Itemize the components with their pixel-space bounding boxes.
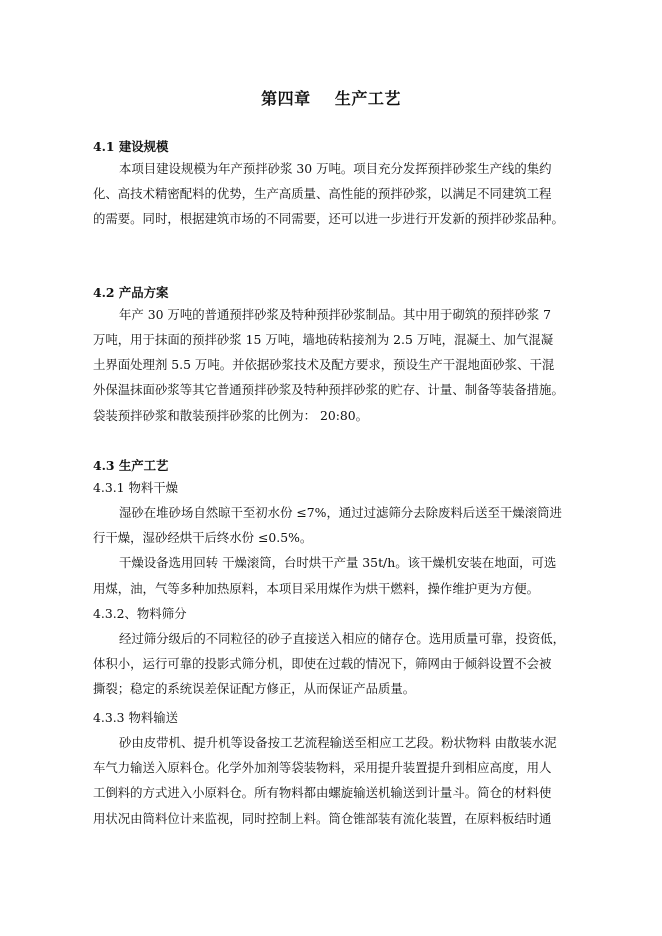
subsection-4-3-3-line-2: 车气力输送入原料仓。化学外加剂等袋装物料，采用提升装置提升到相应高度，用人 [93, 760, 552, 775]
section-4-2-line-5: 袋装预拌砂浆和散装预拌砂浆的比例为： 20:80。 [93, 408, 369, 423]
section-4-2-line-4: 外保温抹面砂浆等其它普通预拌砂浆及特种预拌砂浆的贮存、计量、制备等装备措施。 [93, 382, 564, 397]
subsection-4-3-3-heading: 4.3.3 物料输送 [93, 710, 179, 725]
subsection-4-3-2-line-3: 撕裂；稳定的系统误差保证配方修正，从而保证产品质量。 [93, 681, 416, 696]
section-4-1-line-3: 的需要。同时，根据建筑市场的不同需要，还可以进一步进行开发新的预拌砂浆品种。 [93, 211, 564, 226]
subsection-4-3-3-line-1: 砂由皮带机、提升机等设备按工艺流程输送至相应工艺段。粉状物料 由散装水泥 [119, 735, 557, 750]
subsection-4-3-1-line-4: 用煤，油，气等多种加热原料，本项目采用煤作为烘干燃料，操作维护更为方便。 [93, 581, 540, 596]
subsection-4-3-1-heading: 4.3.1 物料干燥 [93, 480, 179, 495]
section-4-3-heading: 4.3 生产工艺 [93, 458, 169, 473]
section-4-2-line-1: 年产 30 万吨的普通预拌砂浆及特种预拌砂浆制品。其中用于砌筑的预拌砂浆 7 [119, 307, 551, 322]
section-4-2-line-2: 万吨，用于抹面的预拌砂浆 15 万吨，墙地砖粘接剂为 2.5 万吨，混凝土、加气混凝 [93, 332, 554, 347]
section-4-2-heading: 4.2 产品方案 [93, 285, 169, 300]
subsection-4-3-1-line-1: 湿砂在堆砂场自然晾干至初水份 ≤7%，通过过滤筛分去除废料后送至干燥滚筒进 [119, 505, 562, 520]
subsection-4-3-2-line-2: 体积小，运行可靠的投影式筛分机，即使在过载的情况下，筛网由于倾斜设置不会被 [93, 656, 552, 671]
subsection-4-3-3-line-4: 用状况由筒料位计来监视，同时控制上料。筒仓锥部装有流化装置，在原料板结时通 [93, 811, 552, 826]
section-4-1-heading: 4.1 建设规模 [93, 139, 169, 154]
subsection-4-3-2-line-1: 经过筛分级后的不同粒径的砂子直接送入相应的储存仓。选用质量可靠，投资低， [119, 631, 566, 646]
subsection-4-3-1-line-3: 干燥设备选用回转 干燥滚筒，台时烘干产量 35t/h。该干燥机安装在地面，可选 [119, 555, 557, 570]
section-4-2-line-3: 土界面处理剂 5.5 万吨。并依据砂浆技术及配方要求，预设生产干混地面砂浆、干混 [93, 357, 555, 372]
section-4-1-line-2: 化、高技术精密配料的优势，生产高质量、高性能的预拌砂浆，以满足不同建筑工程 [93, 186, 552, 201]
subsection-4-3-3-line-3: 工倒料的方式进入小原料仓。所有物料都由螺旋输送机输送到计量斗。简仓的材料使 [93, 785, 552, 800]
subsection-4-3-2-heading: 4.3.2、物料筛分 [93, 606, 187, 621]
section-4-1-line-1: 本项目建设规模为年产预拌砂浆 30 万吨。项目充分发挥预拌砂浆生产线的集约 [119, 161, 552, 176]
subsection-4-3-1-line-2: 行干燥，湿砂经烘干后终水份 ≤0.5%。 [93, 530, 313, 545]
chapter-title: 第四章 生产工艺 [261, 89, 401, 108]
